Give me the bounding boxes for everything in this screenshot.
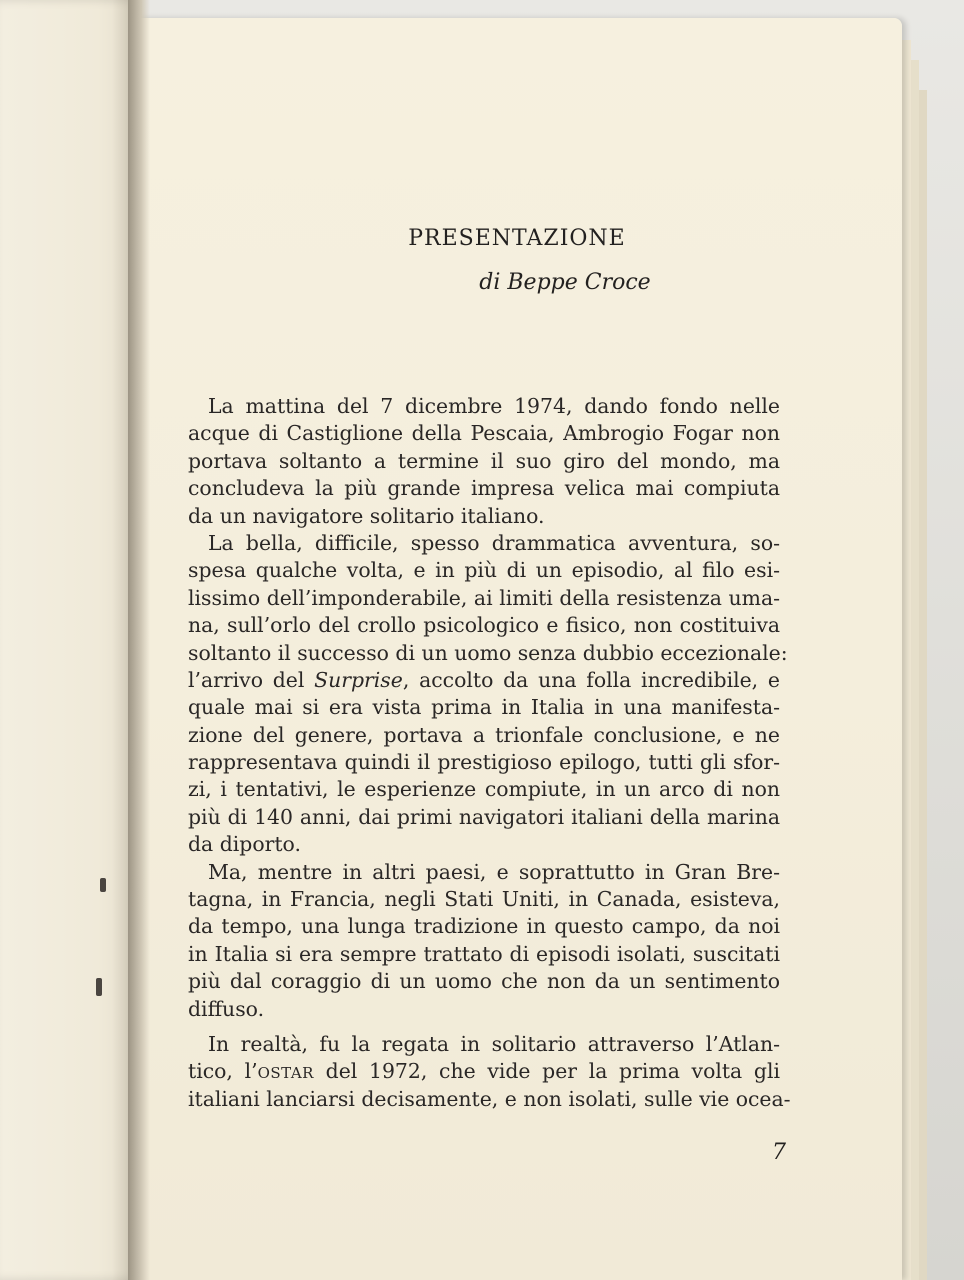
text-line: rappresentava quindi il prestigioso epilogo, tutti gli sfor- [188,750,780,775]
race-name: OSTAR [257,1064,314,1083]
text-line: diffuso. [188,996,265,1021]
text-line: acque di Castiglione della Pescaia, Ambrogio Fogar non [188,421,780,446]
text-line: Ma, mentre in altri paesi, e soprattutto in Gran Bre- [208,859,780,884]
text-line: da diporto. [188,832,301,857]
page-edge [918,90,927,1280]
text-line: na, sull’orlo del crollo psicologico e fisico, non costituiva [188,613,780,638]
text-line: lissimo dell’imponderabile, ai limiti della resistenza uma- [188,585,780,610]
text-line: zione del genere, portava a trionfale conclusione, e ne [188,722,780,747]
text-run: del 1972, che vide per la prima volta gli [325,1059,780,1084]
binding-thread-mark [100,878,106,892]
page-edge [910,60,919,1280]
text-line: in Italia si era sempre trattato di episodi isolati, suscitati [188,941,780,966]
text-line [188,667,780,694]
gutter-shadow [128,0,150,1280]
chapter-title: PRESENTAZIONE [408,226,626,251]
author-byline: di Beppe Croce [479,270,651,295]
text-line: soltanto il successo di un uomo senza dubbio eccezionale: [188,640,788,665]
text-line: zi, i tentativi, le esperienze compiute, in un arco di non [188,777,780,802]
binding-thread-mark [96,978,102,996]
text-run: tico, l’ [188,1059,258,1084]
text-line: La bella, difficile, spesso drammatica avventura, so- [208,530,780,555]
text-run: l’arrivo del [188,667,315,692]
text-line: concludeva la più grande impresa velica mai compiuta [188,476,780,501]
text-line: spesa qualche volta, e in più di un episodio, al filo esi- [188,558,780,583]
text-line: italiani lanciarsi decisamente, e non isolati, sulle vie ocea- [188,1086,791,1111]
text-line [188,1058,780,1085]
text-line: più dal coraggio di un uomo che non da un sentimento [188,969,780,994]
page-number: 7 [772,1140,786,1165]
text-run: , accolto da una folla incredibile, e [402,667,780,692]
text-line: quale mai si era vista prima in Italia in una manifesta- [188,695,780,720]
text-line: tagna, in Francia, negli Stati Uniti, in Canada, esisteva, [188,887,780,912]
text-line: In realtà, fu la regata in solitario attraverso l’Atlan- [208,1031,780,1056]
text-line: La mattina del 7 dicembre 1974, dando fondo nelle [208,394,780,418]
text-line: da tempo, una lunga tradizione in questo campo, da noi [188,914,780,939]
text-line: più di 140 anni, dai primi navigatori italiani della marina [188,804,780,829]
boat-name: Surprise [314,667,403,692]
body-text [188,393,791,1113]
text-line: da un navigatore solitario italiano. [188,503,545,528]
text-line: portava soltanto a termine il suo giro del mondo, ma [188,448,780,473]
